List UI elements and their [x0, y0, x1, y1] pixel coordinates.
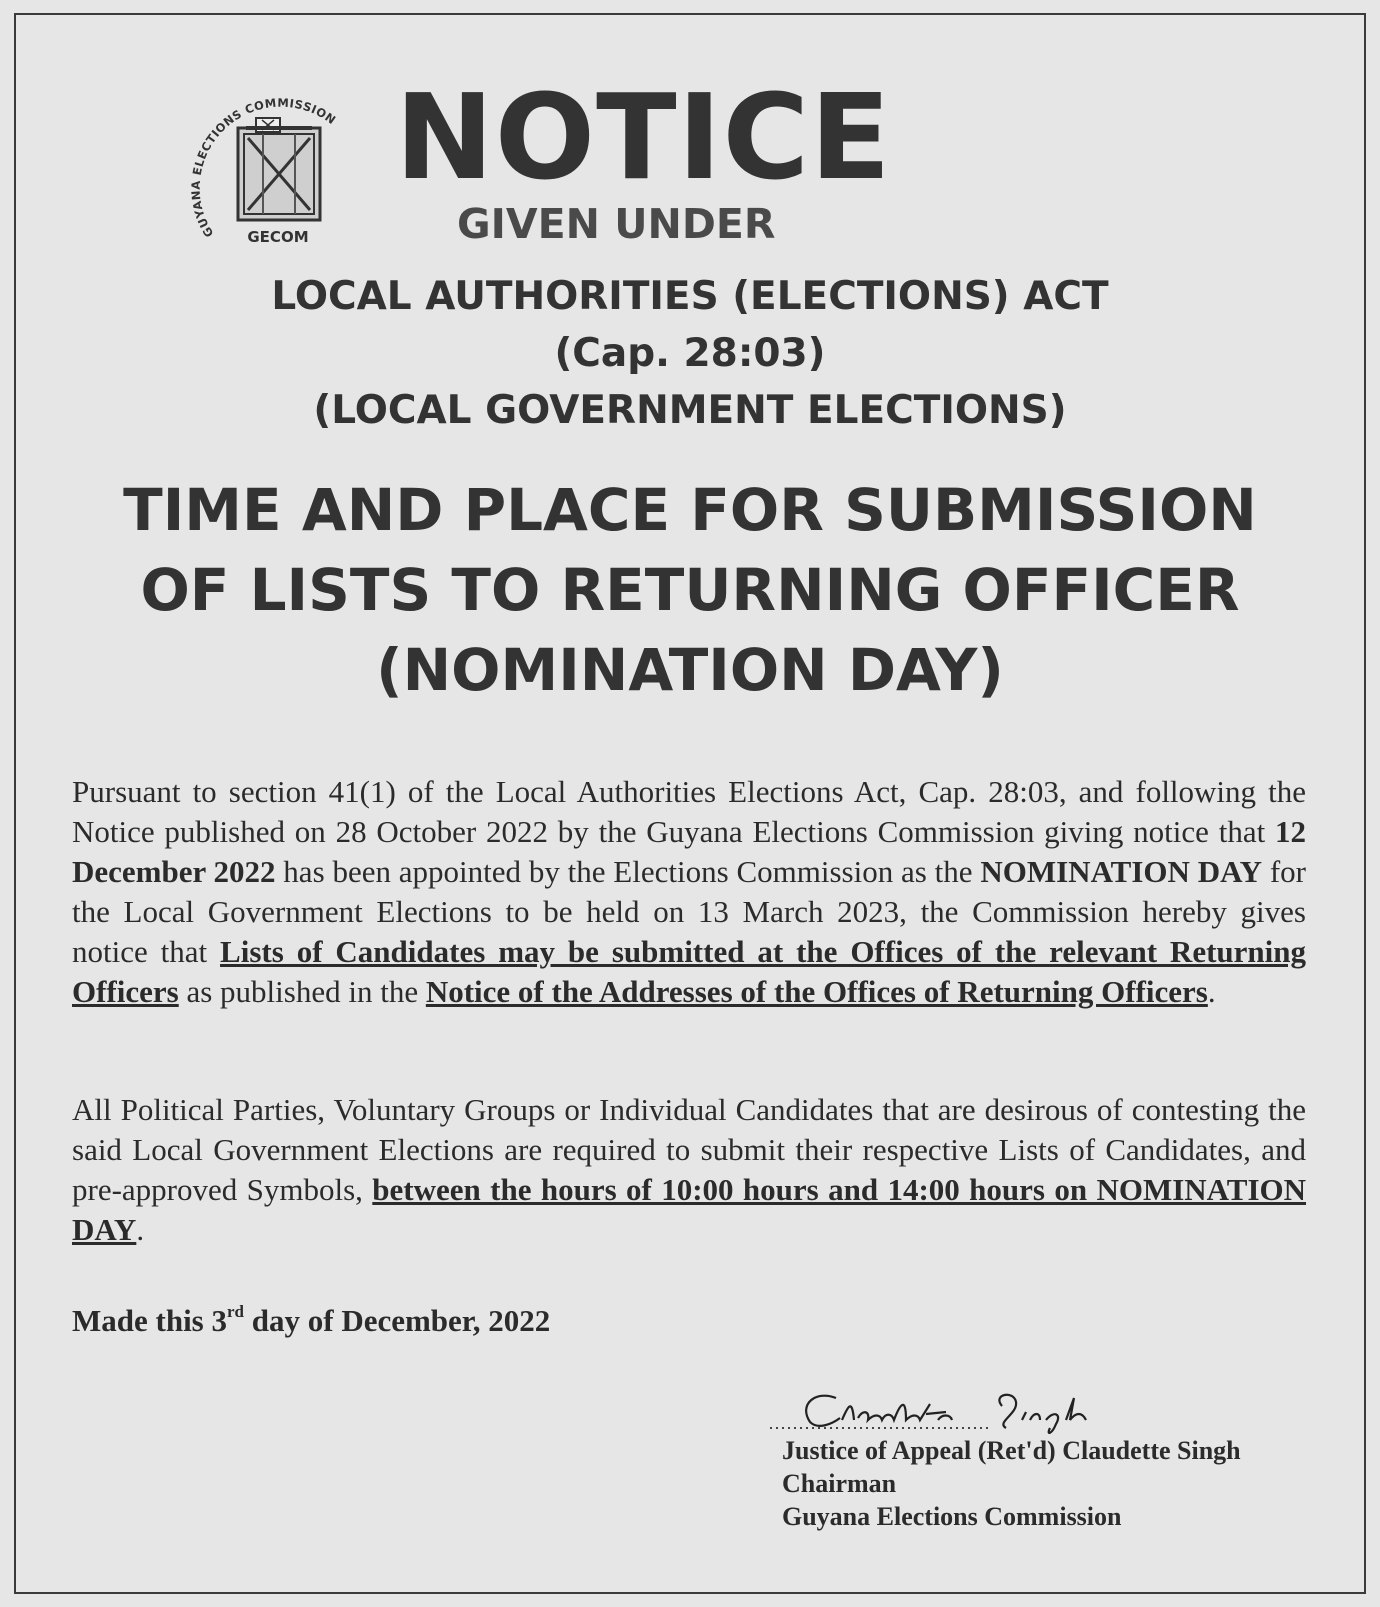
act-elections-type: (LOCAL GOVERNMENT ELECTIONS)	[313, 388, 1067, 433]
text-segment: as published in the	[178, 974, 426, 1009]
addresses-notice-reference: Notice of the Addresses of the Offices of Returning Officers	[425, 974, 1208, 1009]
submission-location-text: Lists of Candidates may be submitted at the Offices of the relevant Returning Officers	[72, 934, 1306, 1009]
title-line-2: OF LISTS TO RETURNING OFFICER	[140, 556, 1240, 624]
text-segment: Pursuant to section 41(1) of the Local Authorities Elections Act, Cap. 28:03, and following the Notice published on 28 October 2022 by the Guyana Elections Commission giving notice that	[72, 774, 1306, 849]
text-segment: .	[1207, 974, 1216, 1009]
ballot-box-icon	[238, 118, 320, 220]
title-line-1: TIME AND PLACE FOR SUBMISSION	[123, 476, 1257, 544]
signatory-position: Chairman	[782, 1469, 897, 1498]
given-under-subheading: GIVEN UNDER	[457, 200, 776, 248]
text-segment: All Political Parties, Voluntary Groups or Individual Candidates that are desirous of contesting the said Local Government Elections are required to submit their respective Lists of Candidates, and pre-approved Symbols,	[72, 1092, 1306, 1207]
made-suffix: day of December, 2022	[244, 1303, 551, 1338]
made-prefix: Made this 3	[72, 1303, 227, 1338]
nomination-day-label: NOMINATION DAY	[980, 854, 1263, 889]
act-chapter: (Cap. 28:03)	[554, 331, 826, 376]
made-date-line	[72, 1292, 1306, 1341]
text-segment: for the Local Government Elections to be held on 13 March 2023, the Commission hereby gives notice that	[72, 854, 1306, 969]
signatory-organization: Guyana Elections Commission	[782, 1502, 1122, 1531]
paragraph-nomination-day	[72, 772, 1306, 1012]
text-segment: .	[136, 1212, 145, 1247]
logo-abbrev: GECOM	[247, 228, 309, 246]
nomination-date: 12 December 2022	[72, 814, 1306, 889]
paragraph-submission-hours	[72, 1090, 1306, 1250]
submission-hours-text: between the hours of 10:00 hours and 14:00 hours on NOMINATION DAY	[72, 1172, 1307, 1247]
signatory-block	[782, 1434, 1241, 1533]
act-title: LOCAL AUTHORITIES (ELECTIONS) ACT	[271, 274, 1109, 319]
act-reference	[0, 268, 1380, 439]
signatory-name: Justice of Appeal (Ret'd) Claudette Singh	[782, 1436, 1241, 1465]
notice-title	[0, 470, 1380, 710]
ordinal-suffix: rd	[227, 1302, 244, 1321]
text-segment: has been appointed by the Elections Commission as the	[275, 854, 981, 889]
logo-arc-text: GUYANA ELECTIONS COMMISSION	[188, 95, 339, 240]
gecom-logo	[186, 84, 366, 264]
title-line-3: (NOMINATION DAY)	[376, 636, 1004, 704]
notice-heading: NOTICE	[395, 68, 892, 206]
